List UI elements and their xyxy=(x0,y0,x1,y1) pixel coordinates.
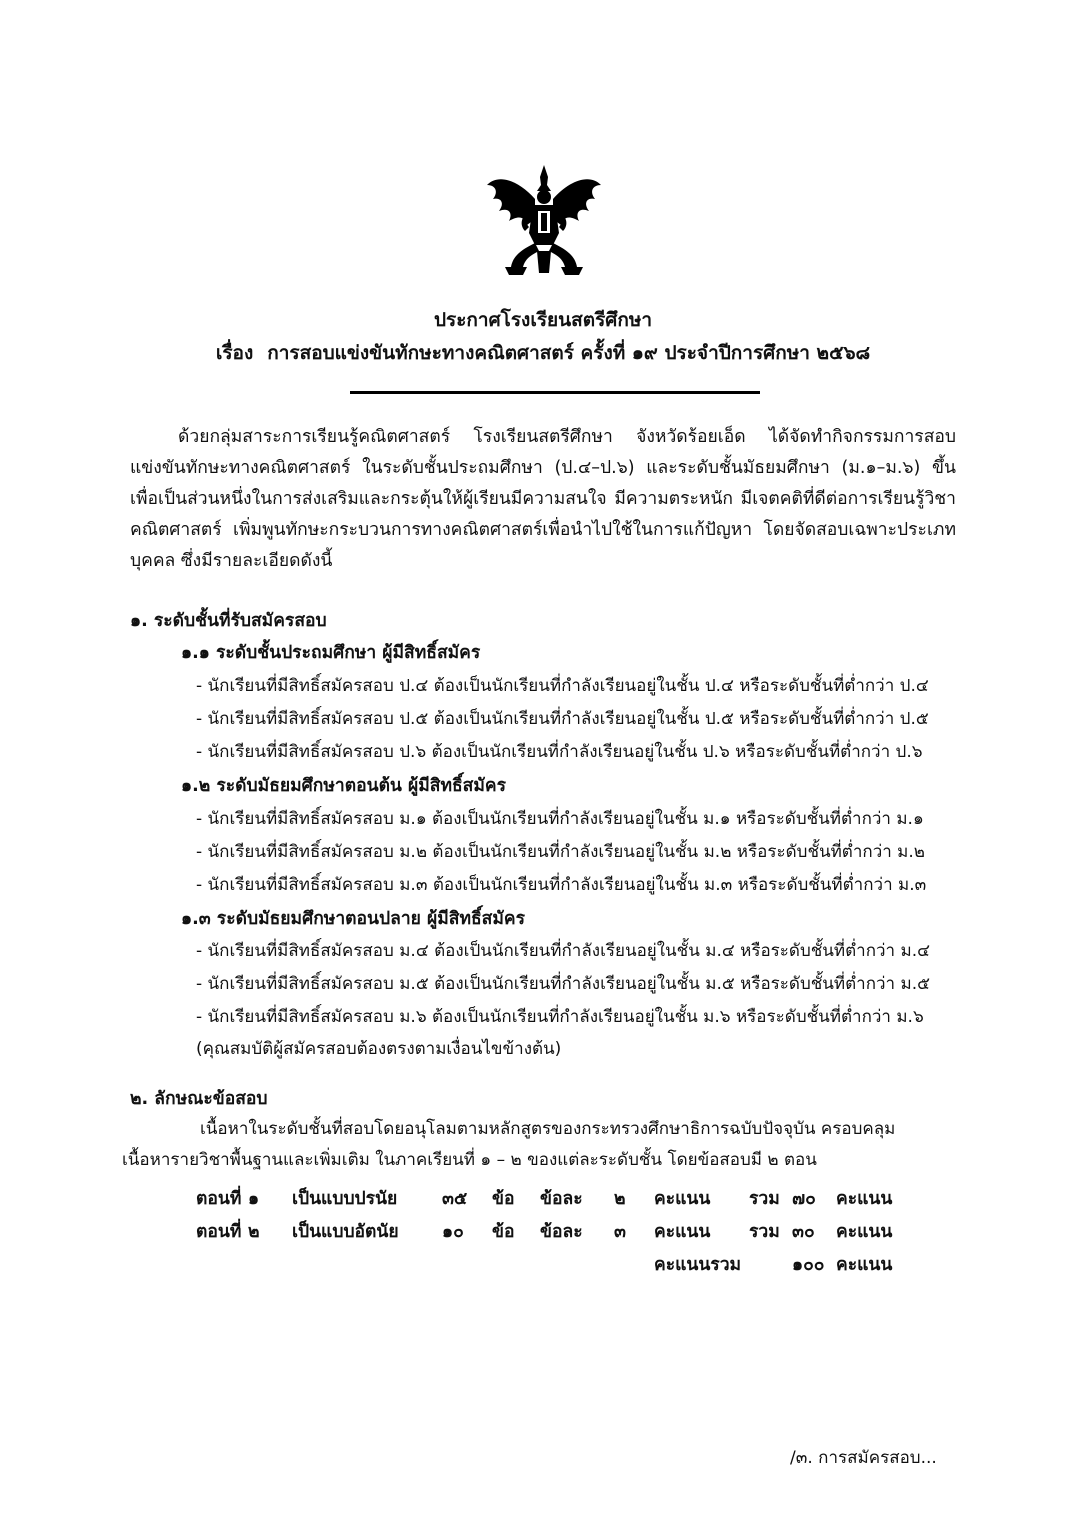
grand-total-label: คะแนนรวม xyxy=(654,1254,742,1275)
table-cell: ข้อ xyxy=(492,1188,515,1209)
section2-heading: ๒. ลักษณะข้อสอบ xyxy=(130,1089,268,1109)
table-cell: ข้อละ xyxy=(540,1221,583,1242)
table-cell: คะแนน xyxy=(654,1221,711,1242)
section1-heading: ๑. ระดับชั้นที่รับสมัครสอบ xyxy=(130,611,327,631)
list-item: - นักเรียนที่มีสิทธิ์สมัครสอบ ม.๔ ต้องเป็นนักเรียนที่กำลังเรียนอยู่ในชั้น ม.๔ หรือระดับชั้นที่ต่ำกว่า ม.๔ xyxy=(196,941,930,961)
subject-text: การสอบแข่งขันทักษะทางคณิตศาสตร์ ครั้งที่ ๑๙ ประจำปีการศึกษา ๒๕๖๘ xyxy=(267,342,871,364)
score-table xyxy=(196,1181,916,1280)
table-cell xyxy=(196,1247,654,1280)
list-item: - นักเรียนที่มีสิทธิ์สมัครสอบ ม.๑ ต้องเป็นนักเรียนที่กำลังเรียนอยู่ในชั้น ม.๑ หรือระดับชั้นที่ต่ำกว่า ม.๑ xyxy=(196,809,924,829)
list-item: - นักเรียนที่มีสิทธิ์สมัครสอบ ป.๔ ต้องเป็นนักเรียนที่กำลังเรียนอยู่ในชั้น ป.๔ หรือระดับชั้นที่ต่ำกว่า ป.๔ xyxy=(196,676,929,696)
table-cell: ๗๐ xyxy=(792,1188,816,1209)
announcement-title: ประกาศโรงเรียนสตรีศึกษา xyxy=(433,309,653,331)
table-cell: ข้อละ xyxy=(540,1188,583,1209)
intro-text: ด้วยกลุ่มสาระการเรียนรู้คณิตศาสตร์ โรงเรียนสตรีศึกษา จังหวัดร้อยเอ็ด ได้จัดทำกิจกรรมการสอบแข่งขันทักษะทางคณิตศาสตร์ ในระดับชั้นประถมศึกษา (ป.๔–ป.๖) และระดับชั้นมัธยมศึกษา (ม.๑–ม.๖) ขึ้น เพื่อเป็นส่วนหนึ่งในการส่งเสริมและกระตุ้นให้ผู้เรียนมีความสนใจ มีความตระหนัก มีเจตคติที่ดีต่อการเรียนรู้วิชาคณิตศาสตร์ เพิ่มพูนทักษะกระบวนการทางคณิตศาสตร์เพื่อนำไปใช้ในการแก้ปัญหา โดยจัดสอบเฉพาะประเภทบุคคล ซึ่งมีรายละเอียดดังนี้ xyxy=(130,427,956,571)
list-item: - นักเรียนที่มีสิทธิ์สมัครสอบ ป.๕ ต้องเป็นนักเรียนที่กำลังเรียนอยู่ในชั้น ป.๕ หรือระดับชั้นที่ต่ำกว่า ป.๕ xyxy=(196,709,929,729)
table-cell: ๑๐ xyxy=(442,1221,464,1242)
eligibility-note: (คุณสมบัติผู้สมัครสอบต้องตรงตามเงื่อนไขข้างต้น) xyxy=(196,1039,562,1059)
exam-description-line: เนื้อหาในระดับชั้นที่สอบโดยอนุโลมตามหลักสูตรของกระทรวงศึกษาธิการฉบับปัจจุบัน ครอบคลุม xyxy=(200,1119,896,1139)
list-item: - นักเรียนที่มีสิทธิ์สมัครสอบ ม.๒ ต้องเป็นนักเรียนที่กำลังเรียนอยู่ในชั้น ม.๒ หรือระดับชั้นที่ต่ำกว่า ม.๒ xyxy=(196,842,925,862)
list-item: - นักเรียนที่มีสิทธิ์สมัครสอบ ม.๕ ต้องเป็นนักเรียนที่กำลังเรียนอยู่ในชั้น ม.๕ หรือระดับชั้นที่ต่ำกว่า ม.๕ xyxy=(196,974,930,994)
table-cell: ข้อ xyxy=(492,1221,515,1242)
exam-description xyxy=(122,1114,956,1176)
table-cell: คะแนน xyxy=(836,1188,893,1209)
table-cell: รวม xyxy=(749,1188,780,1209)
title-divider xyxy=(350,391,760,394)
table-cell: ๒ xyxy=(614,1188,626,1209)
table-cell: ๒ xyxy=(248,1221,260,1242)
announcement-subject xyxy=(0,338,1086,368)
table-row xyxy=(196,1181,916,1214)
list-item: - นักเรียนที่มีสิทธิ์สมัครสอบ ป.๖ ต้องเป็นนักเรียนที่กำลังเรียนอยู่ในชั้น ป.๖ หรือระดับชั้นที่ต่ำกว่า ป.๖ xyxy=(196,742,923,762)
subject-label: เรื่อง xyxy=(215,342,254,364)
grand-total-value: ๑๐๐ xyxy=(792,1254,825,1275)
table-cell: คะแนน xyxy=(836,1221,893,1242)
grand-total-unit: คะแนน xyxy=(836,1254,893,1275)
group-heading-primary: ๑.๑ ระดับชั้นประถมศึกษา ผู้มีสิทธิ์สมัคร xyxy=(181,643,481,663)
table-cell: ตอนที่ xyxy=(196,1221,242,1242)
table-row-total xyxy=(196,1247,916,1280)
intro-paragraph xyxy=(130,422,956,577)
table-cell: ๓๕ xyxy=(442,1188,468,1209)
table-cell: ๓ xyxy=(614,1221,626,1242)
group-heading-lower-secondary: ๑.๒ ระดับมัธยมศึกษาตอนต้น ผู้มีสิทธิ์สมัคร xyxy=(181,776,506,796)
table-cell: ๓๐ xyxy=(792,1221,815,1242)
continuation-note: /๓. การสมัครสอบ... xyxy=(790,1448,937,1468)
garuda-emblem-icon xyxy=(483,163,605,281)
table-cell: ตอนที่ xyxy=(196,1188,242,1209)
table-cell: ๑ xyxy=(248,1188,260,1209)
table-cell: เป็นแบบอัตนัย xyxy=(292,1221,399,1242)
group-heading-upper-secondary: ๑.๓ ระดับมัธยมศึกษาตอนปลาย ผู้มีสิทธิ์สมัคร xyxy=(181,909,526,929)
table-cell: รวม xyxy=(749,1221,780,1242)
table-row xyxy=(196,1214,916,1247)
list-item: - นักเรียนที่มีสิทธิ์สมัครสอบ ม.๖ ต้องเป็นนักเรียนที่กำลังเรียนอยู่ในชั้น ม.๖ หรือระดับชั้นที่ต่ำกว่า ม.๖ xyxy=(196,1007,924,1027)
table-cell: คะแนน xyxy=(654,1188,711,1209)
table-cell: เป็นแบบปรนัย xyxy=(292,1188,398,1209)
exam-description-line: เนื้อหารายวิชาพื้นฐานและเพิ่มเติม ในภาคเรียนที่ ๑ – ๒ ของแต่ละระดับชั้น โดยข้อสอบมี ๒ ตอน xyxy=(122,1150,817,1170)
list-item: - นักเรียนที่มีสิทธิ์สมัครสอบ ม.๓ ต้องเป็นนักเรียนที่กำลังเรียนอยู่ในชั้น ม.๓ หรือระดับชั้นที่ต่ำกว่า ม.๓ xyxy=(196,875,927,895)
